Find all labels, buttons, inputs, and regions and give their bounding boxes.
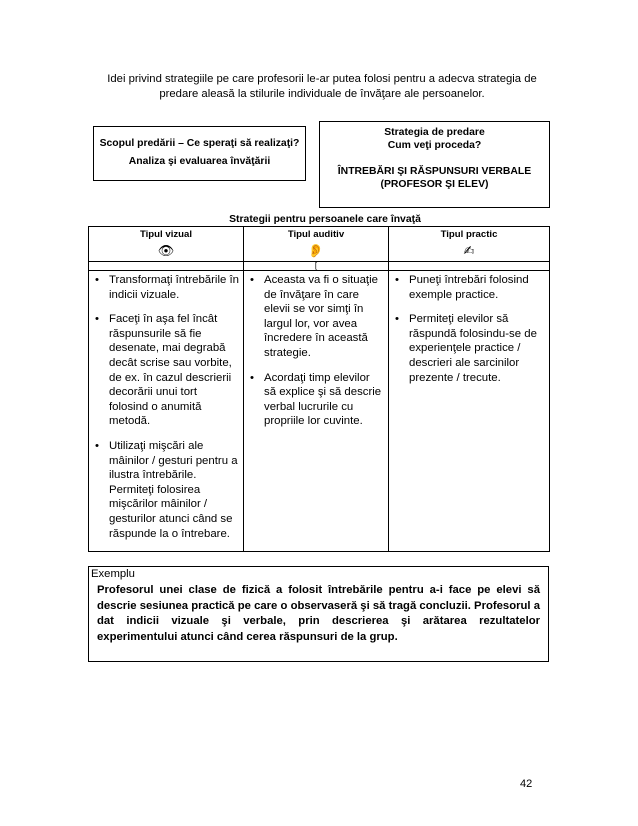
column-header-auditory <box>244 227 389 262</box>
table-heading: Strategii pentru persoanele care învaţă <box>229 214 421 225</box>
list-item: • Acordaţi timp elevilor să explice şi să descrie verbal lucrurile cu propriile lor cuvinte. <box>244 371 384 429</box>
table-header-row <box>89 227 550 262</box>
page-number: 42 <box>520 778 533 790</box>
list-item: • Permiteţi elevilor să răspundă folosindu-se de experienţele practice / descrieri ale sarcinilor prezente / trecute. <box>389 312 545 385</box>
list-item: • Puneţi întrebări folosind exemple practice. <box>389 273 545 302</box>
example-title: Exemplu <box>91 568 135 580</box>
column-label-visual: Tipul vizual <box>139 229 193 240</box>
intro-paragraph: Idei privind strategiile pe care profesorii le-ar putea folosi pentru a adecva strategia de predare aleasă la stilurile individuale de învăţare ale persoanelor. <box>107 73 537 100</box>
column-label-auditory: Tipul auditiv <box>287 229 345 240</box>
example-box <box>88 566 549 662</box>
strategy-title: Strategia de predare <box>384 127 485 138</box>
teaching-goal-box <box>93 126 306 181</box>
column-label-practical: Tipul practic <box>440 229 498 240</box>
list-item: • Aceasta va fi o situaţie de învăţare în care elevii se vor simţi în largul lor, vor avea încredere în această strategie. <box>244 273 384 361</box>
strategy-question: Cum veţi proceda? <box>387 140 482 151</box>
visual-strategies-cell <box>89 271 244 552</box>
spacer-mark: [ <box>244 262 389 271</box>
auditory-strategies-cell <box>244 271 389 552</box>
strategy-value: ÎNTREBĂRI ŞI RĂSPUNSURI VERBALE <box>337 166 532 177</box>
list-item: • Utilizaţi mişcări ale mâinilor / gesturi pentru a ilustra întrebările. Permiteţi folosirea mişcărilor mâinilor / gesturilor atunci când se răspunde la o întrebare. <box>89 439 239 541</box>
practical-strategies-list <box>389 271 549 385</box>
strategy-participants: (PROFESOR ŞI ELEV) <box>380 179 489 190</box>
list-item: • Transformaţi întrebările în indicii vizuale. <box>89 273 239 302</box>
hand-icon: ✍ <box>463 243 475 258</box>
example-text: Profesorul unei clase de fizică a folosit întrebările pentru a-i face pe elevi să descrie sesiunea practică pe care o observaseră şi să tragă concluzii. Profesorul a dat indicii vizuale şi verbale, prin descrierea şi arătarea rezultatelor experimentului atunci când cerea răspunsuri de la grup. <box>97 584 540 643</box>
list-item: • Faceţi în aşa fel încât răspunsurile să fie desenate, mai degrabă decât scrise sau vorbite, de ex. în cazul descrierii decorării unui tort folosind o anumită metodă. <box>89 312 239 429</box>
column-header-visual <box>89 227 244 262</box>
teaching-goal-value: Analiza şi evaluarea învăţării <box>128 156 271 167</box>
table-body-row <box>89 271 550 552</box>
teaching-strategy-box <box>319 121 550 208</box>
learner-strategies-table <box>88 226 550 552</box>
table-spacer-row <box>89 262 550 271</box>
practical-strategies-cell <box>389 271 550 552</box>
visual-strategies-list <box>89 271 243 541</box>
ear-icon: 👂 <box>307 243 325 258</box>
teaching-goal-title: Scopul predării – Ce speraţi să realizaţi? <box>99 138 300 149</box>
auditory-strategies-list <box>244 271 388 429</box>
column-header-practical <box>389 227 550 262</box>
eye-icon: 👁 <box>157 243 175 258</box>
